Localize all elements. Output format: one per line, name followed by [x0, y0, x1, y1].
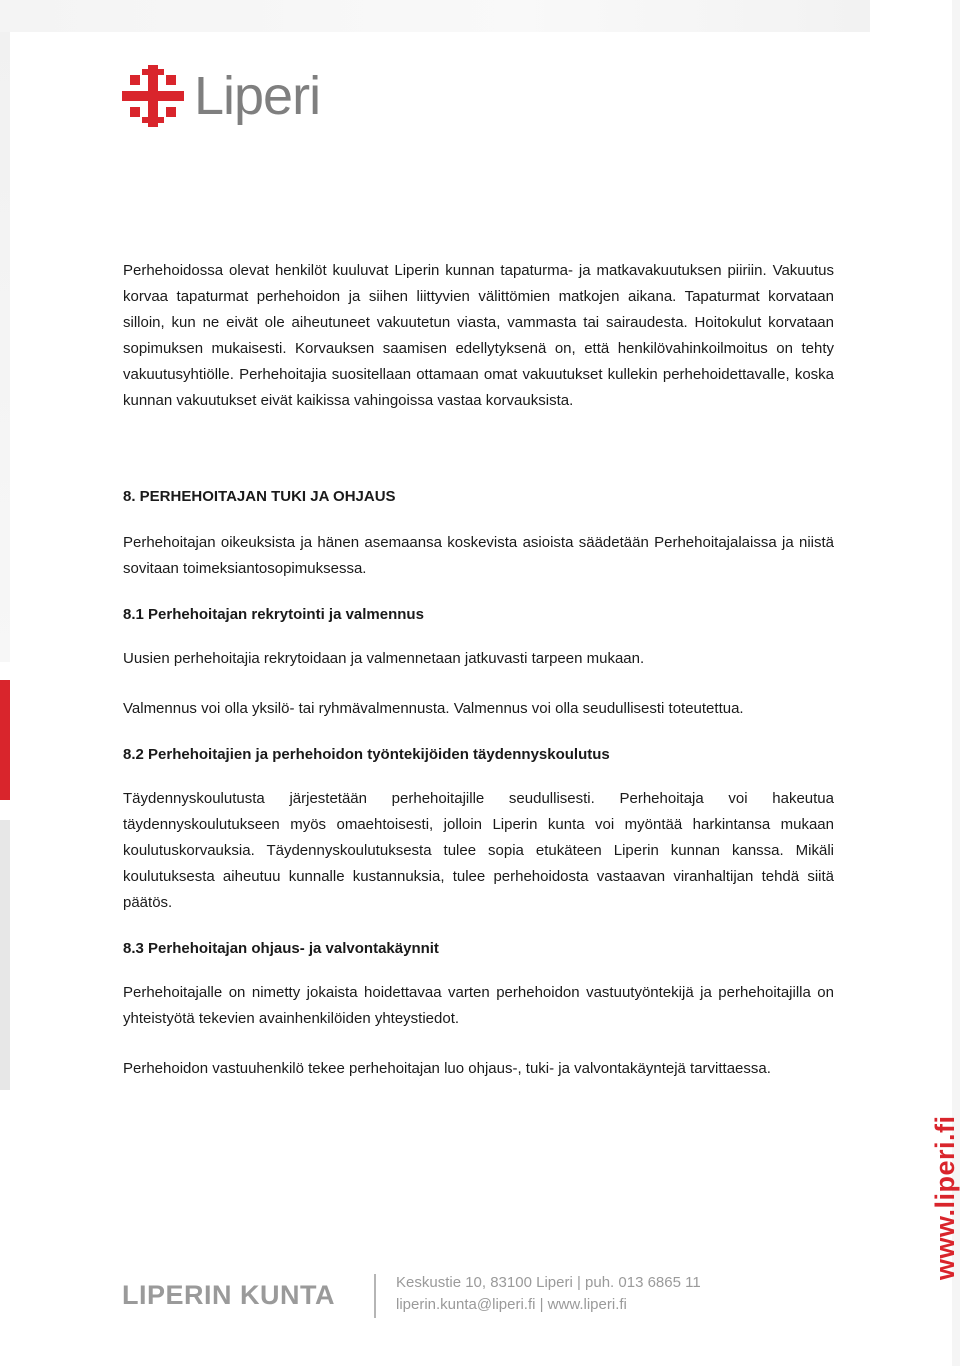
top-decorative-band — [0, 0, 870, 32]
section-8-1-paragraph-1: Uusien perhehoitajia rekrytoidaan ja valmennetaan jatkuvasti tarpeen mukaan. — [123, 650, 645, 667]
document-body — [123, 258, 834, 1082]
section-8-heading: 8. PERHEHOITAJAN TUKI JA OHJAUS — [123, 488, 396, 505]
section-8-2-heading: 8.2 Perhehoitajien ja perhehoidon työntekijöiden täydennyskoulutus — [123, 746, 610, 763]
left-decorative-band — [0, 32, 10, 662]
footer-contact: liperin.kunta@liperi.fi | www.liperi.fi — [396, 1296, 627, 1313]
section-8-paragraph: Perhehoitajan oikeuksista ja hänen asemaansa koskevista asioista säädetään Perhehoitajalaissa ja niistä sovitaan toimeksiantosopimuksessa. — [123, 534, 834, 577]
page-footer — [122, 1268, 842, 1320]
section-8-3-heading: 8.3 Perhehoitajan ohjaus- ja valvontakäynnit — [123, 940, 439, 957]
footer-divider — [374, 1274, 376, 1318]
vertical-website-url: www.liperi.fi — [930, 1115, 960, 1280]
section-8-2-paragraph: Täydennyskoulutusta järjestetään perhehoitajille seudullisesti. Perhehoitaja voi hakeutua täydennyskoulutukseen myös omaehtoisesti, jolloin Liperin kunta voi myöntää harkintansa mukaan koulutuskorvauksia. Täydennyskoulutuksesta tulee sopia etukäteen Liperin kunnan kanssa. Mikäli koulutuksesta aiheutuu kunnalle kustannuksia, tulee perhehoidosta vastaavan viranhaltijan tehdä siitä päätös. — [123, 790, 834, 911]
liperi-cross-emblem-icon — [122, 63, 184, 129]
section-8-1-paragraph-2: Valmennus voi olla yksilö- tai ryhmävalmennusta. Valmennus voi olla seudullisesti toteutettua. — [123, 700, 744, 717]
section-8-1-heading: 8.1 Perhehoitajan rekrytointi ja valmennus — [123, 606, 424, 623]
footer-address: Keskustie 10, 83100 Liperi | puh. 013 6865 11 — [396, 1274, 701, 1291]
top-band-end — [870, 0, 960, 32]
left-red-accent-bar — [0, 680, 10, 800]
liperi-logo — [122, 62, 320, 130]
section-8-3-paragraph-1: Perhehoitajalle on nimetty jokaista hoidettavaa varten perhehoidon vastuutyöntekijä ja perhehoitajilla on yhteistyötä tekevien avainhenkilöiden yhteystiedot. — [123, 984, 834, 1027]
left-grey-accent-bar — [0, 820, 10, 1090]
section-8-3-paragraph-2: Perhehoidon vastuuhenkilö tekee perhehoitajan luo ohjaus-, tuki- ja valvontakäyntejä tarvittaessa. — [123, 1060, 771, 1077]
footer-organization: LIPERIN KUNTA — [122, 1280, 335, 1310]
logo-wordmark: Liperi — [194, 66, 321, 126]
intro-paragraph: Perhehoidossa olevat henkilöt kuuluvat Liperin kunnan tapaturma- ja matkavakuutuksen piiriin. Vakuutus korvaa tapaturmat perhehoidon ja siihen liittyvien välittömien matkojen aikana. Tapaturmat korvataan silloin, kun ne eivät ole aiheutuneet vakuutetun viasta, vammasta tai sairaudesta. Hoitokulut korvataan sopimuksen mukaisesti. Korvauksen saamisen edellytyksenä on, että henkilövahinkoilmoitus on tehty vakuutusyhtiölle. Perhehoitajia suositellaan ottamaan omat vakuutukset kullekin perhehoidettavalle, koska kunnan vakuutukset eivät kaikissa vahingoissa vastaa korvauksista. — [123, 262, 834, 409]
